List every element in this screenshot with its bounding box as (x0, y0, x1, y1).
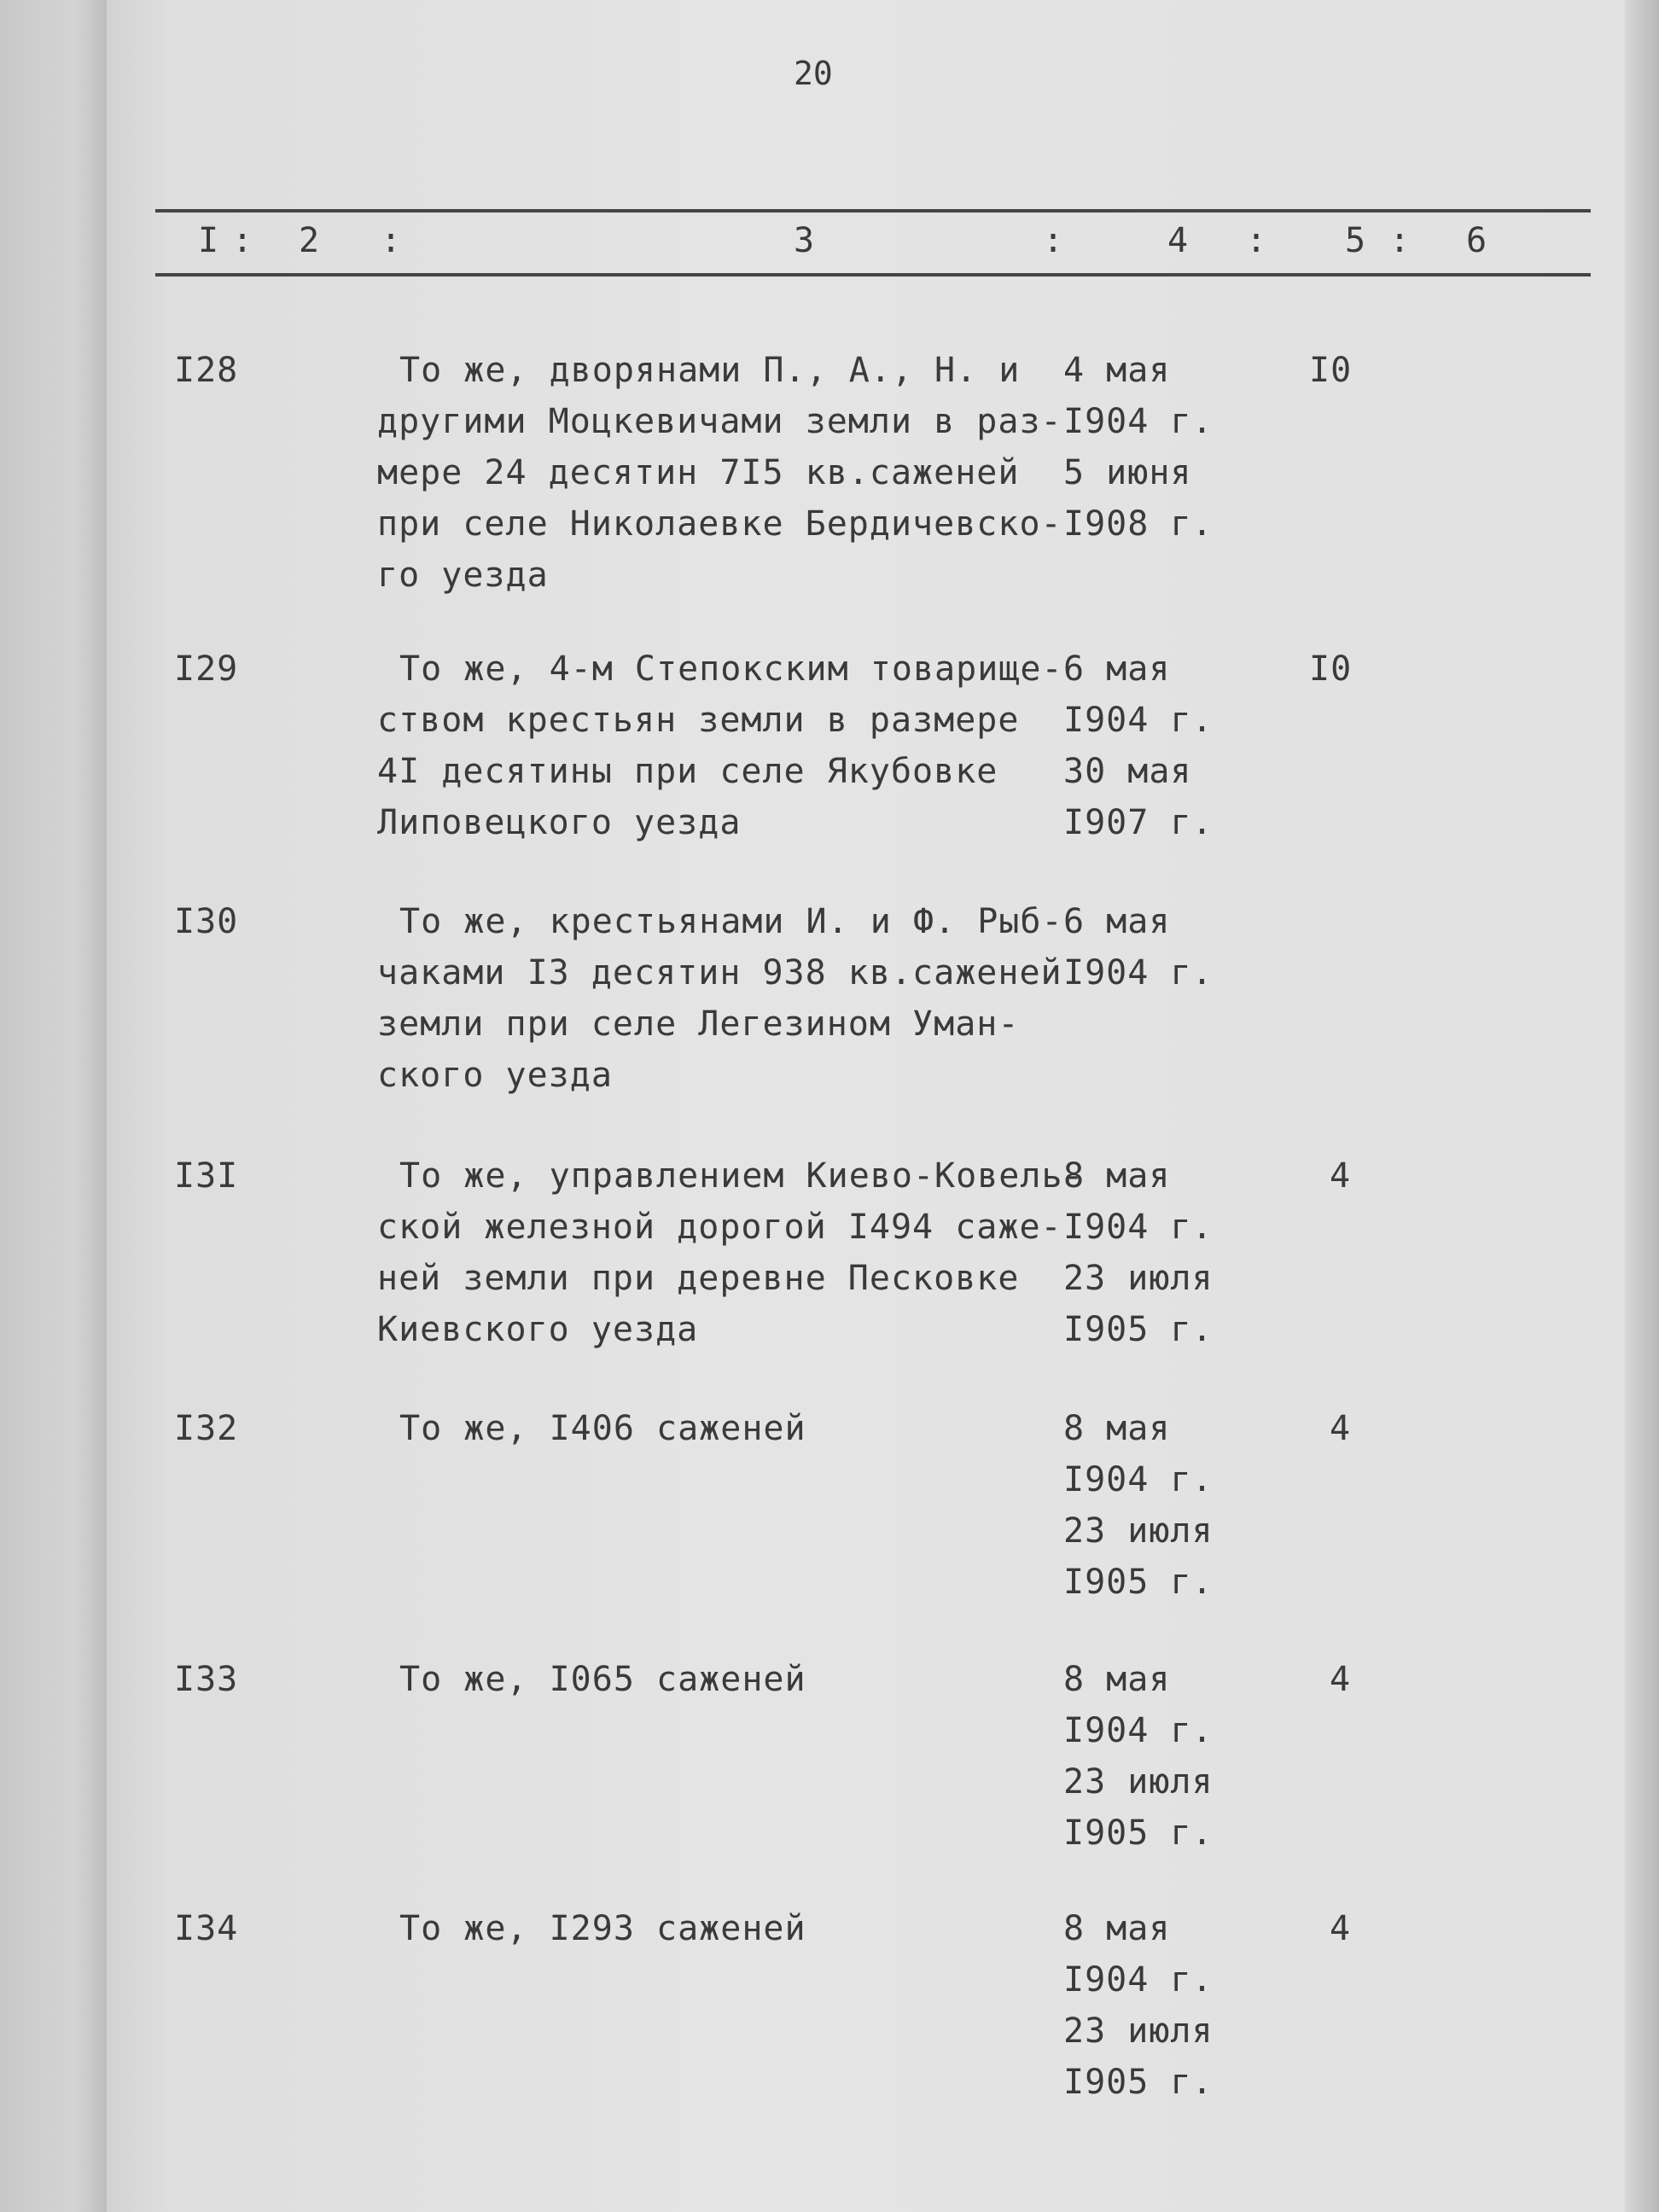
entry-description-line: земли при селе Легезином Уман- (377, 1004, 1020, 1044)
header-col-2: 2 (299, 221, 321, 260)
entry-description-line: 4I десятины при селе Якубовке (377, 752, 998, 791)
entry-date-line: I905 г. (1063, 1563, 1214, 1602)
entry-description-line: То же, I406 саженей (399, 1409, 806, 1448)
entry-description-line: ского уезда (377, 1056, 613, 1095)
entry-description-line: ской железной дорогой I494 саже- (377, 1208, 1062, 1247)
entry-date-line: I904 г. (1063, 1960, 1214, 2000)
entry-number: I34 (174, 1909, 239, 1948)
entry-description-line: То же, крестьянами И. и Ф. Рыб- (399, 902, 1063, 941)
entry-number: I29 (174, 649, 239, 689)
header-col-3: 3 (794, 221, 816, 260)
entry-sheets-count: 4 (1330, 1909, 1352, 1948)
entry-date-line: I905 г. (1063, 1813, 1214, 1853)
table-header-top-rule (155, 209, 1591, 212)
entry-sheets-count: I0 (1309, 649, 1353, 689)
entry-description-line: го уезда (377, 556, 549, 595)
header-col-6: 6 (1466, 221, 1488, 260)
entry-description-line: То же, дворянами П., А., Н. и (399, 351, 1021, 390)
entry-date-line: I905 г. (1063, 2063, 1214, 2102)
entry-date-line: 8 мая (1063, 1156, 1171, 1196)
entry-date-line: I904 г. (1063, 1711, 1214, 1750)
entry-date-line: 23 июля (1063, 2011, 1214, 2051)
entry-date-line: 30 мая (1063, 752, 1192, 791)
entry-description-line: Липовецкого уезда (377, 803, 742, 842)
entry-date-line: I907 г. (1063, 803, 1214, 842)
header-separator: : (1043, 221, 1065, 260)
entry-date-line: 5 июня (1063, 453, 1192, 492)
entry-description-line: То же, I065 саженей (399, 1660, 806, 1699)
page-number: 20 (794, 55, 833, 92)
header-separator: : (1246, 221, 1268, 260)
header-col-1: I (198, 221, 220, 260)
entry-date-line: 4 мая (1063, 351, 1171, 390)
entry-date-line: 6 мая (1063, 902, 1171, 941)
header-separator: : (381, 221, 403, 260)
entry-date-line: 23 июля (1063, 1259, 1214, 1298)
header-separator: : (1389, 221, 1412, 260)
entry-sheets-count: 4 (1330, 1409, 1352, 1448)
entry-description-line: при селе Николаевке Бердичевско- (377, 504, 1062, 544)
entry-number: I33 (174, 1660, 239, 1699)
entry-date-line: I908 г. (1063, 504, 1214, 544)
entry-description-line: ством крестьян земли в размере (377, 701, 1020, 740)
book-binding-edge (0, 0, 107, 2212)
entry-date-line: I904 г. (1063, 1460, 1214, 1499)
entry-description-line: мере 24 десятин 7I5 кв.саженей (377, 453, 1020, 492)
entry-date-line: 8 мая (1063, 1909, 1171, 1948)
entry-sheets-count: 4 (1330, 1156, 1352, 1196)
entry-number: I3I (174, 1156, 239, 1196)
entry-number: I30 (174, 902, 239, 941)
entry-description-line: То же, I293 саженей (399, 1909, 806, 1948)
entry-description-line: То же, 4-м Степокским товарище- (399, 649, 1063, 689)
header-col-5: 5 (1345, 221, 1367, 260)
entry-description-line: Киевского уезда (377, 1310, 699, 1349)
entry-sheets-count: I0 (1309, 351, 1353, 390)
entry-description-line: То же, управлением Киево-Ковель- (399, 1156, 1085, 1196)
entry-number: I28 (174, 351, 239, 390)
entry-description-line: чаками I3 десятин 938 кв.саженей (377, 953, 1062, 992)
entry-date-line: 8 мая (1063, 1409, 1171, 1448)
entry-description-line: другими Моцкевичами земли в раз- (377, 402, 1062, 441)
document-page (107, 0, 1659, 2212)
entry-date-line: I904 г. (1063, 701, 1214, 740)
entry-date-line: 8 мая (1063, 1660, 1171, 1699)
entry-date-line: 23 июля (1063, 1762, 1214, 1802)
page-right-edge (1625, 0, 1659, 2212)
table-header-bottom-rule (155, 273, 1591, 276)
header-col-4: 4 (1167, 221, 1190, 260)
entry-sheets-count: 4 (1330, 1660, 1352, 1699)
entry-description-line: ней земли при деревне Песковке (377, 1259, 1020, 1298)
entry-date-line: I904 г. (1063, 402, 1214, 441)
entry-date-line: I904 г. (1063, 1208, 1214, 1247)
entry-date-line: I905 г. (1063, 1310, 1214, 1349)
entry-number: I32 (174, 1409, 239, 1448)
entry-date-line: I904 г. (1063, 953, 1214, 992)
header-separator: : (232, 221, 254, 260)
entry-date-line: 6 мая (1063, 649, 1171, 689)
entry-date-line: 23 июля (1063, 1511, 1214, 1551)
